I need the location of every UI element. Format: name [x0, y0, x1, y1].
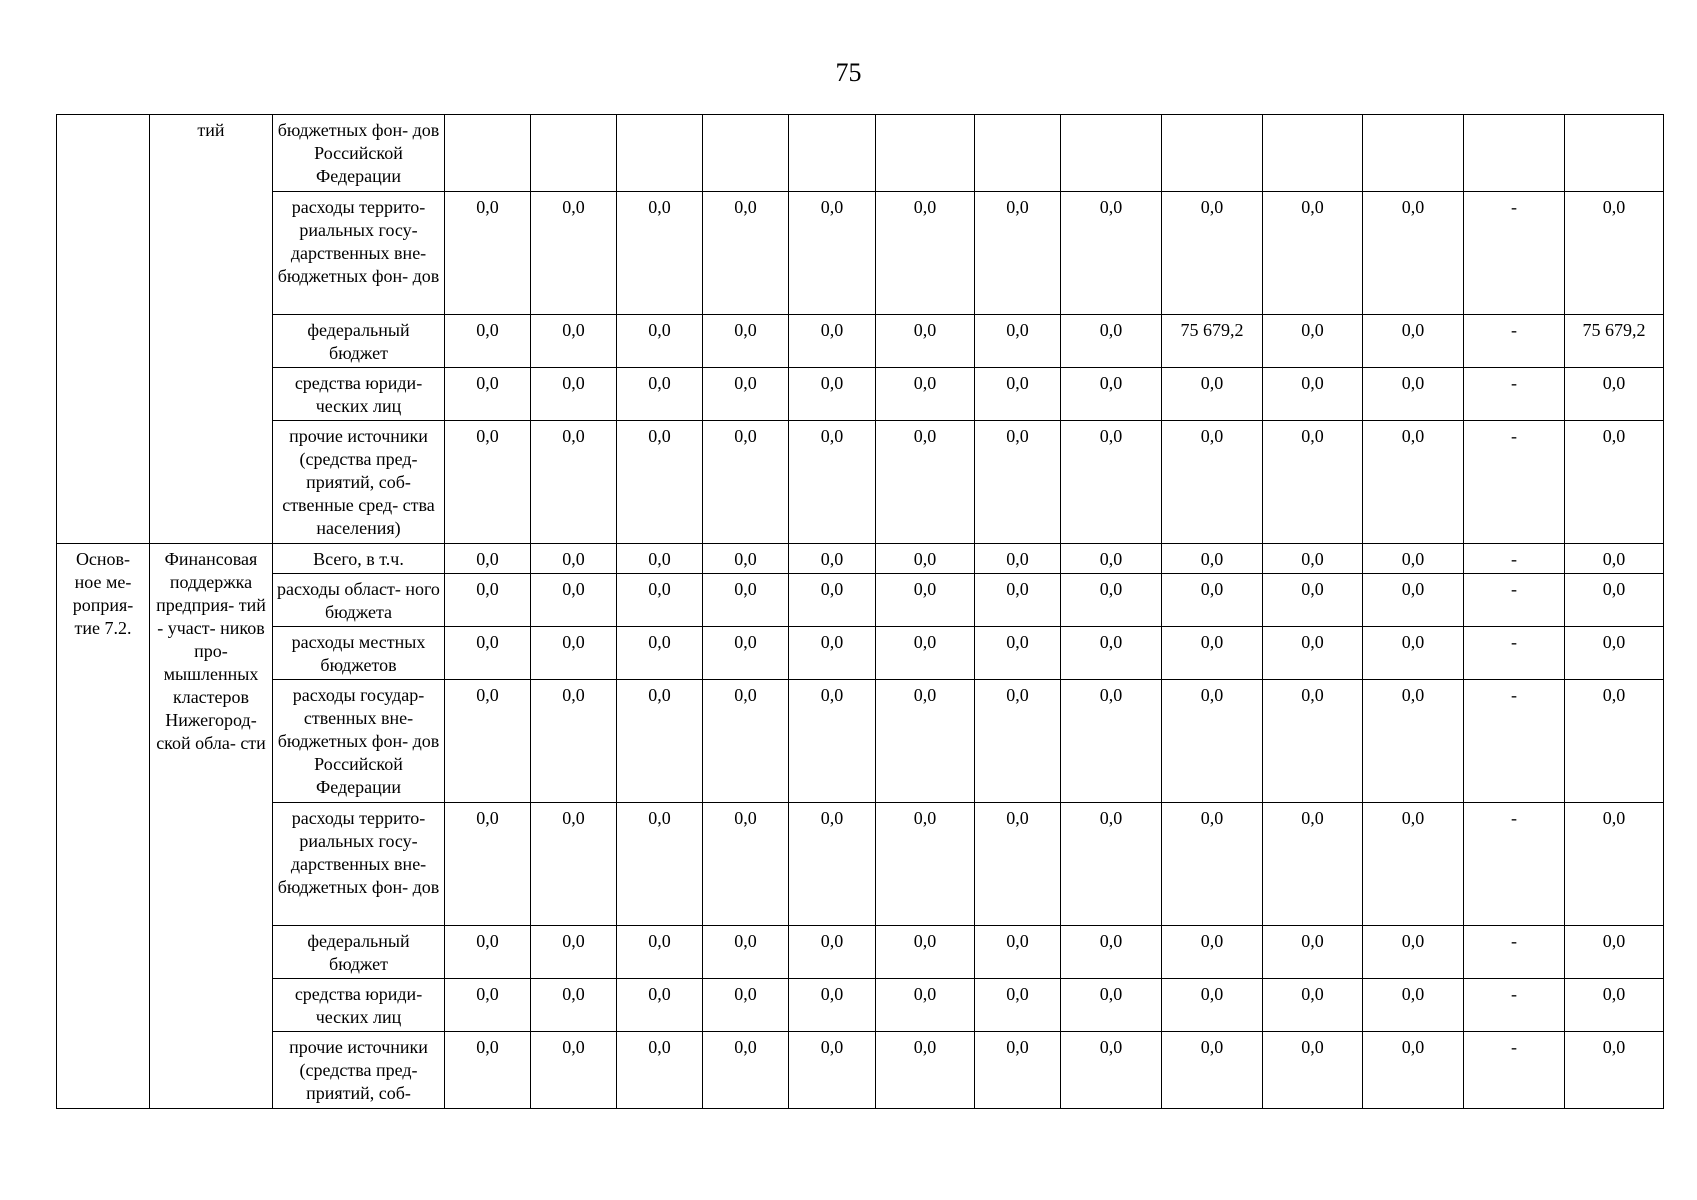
value-cell: 0,0	[1565, 803, 1664, 926]
value-cell: -	[1464, 421, 1565, 544]
value-cell: 0,0	[531, 544, 617, 574]
table-row	[57, 926, 1664, 979]
measure-code-cell	[57, 115, 150, 544]
value-cell: 0,0	[789, 315, 876, 368]
value-cell: 0,0	[617, 1032, 703, 1109]
value-cell: 75 679,2	[1162, 315, 1263, 368]
table-row	[57, 627, 1664, 680]
table-row	[57, 115, 1664, 192]
value-cell: 0,0	[617, 680, 703, 803]
value-cell: 0,0	[617, 574, 703, 627]
value-cell	[1263, 115, 1363, 192]
value-cell	[789, 115, 876, 192]
value-cell: 0,0	[1061, 803, 1162, 926]
value-cell: 0,0	[1061, 627, 1162, 680]
value-cell: 0,0	[1363, 926, 1464, 979]
value-cell: 0,0	[1363, 192, 1464, 315]
value-cell: 0,0	[445, 680, 531, 803]
value-cell: 0,0	[876, 315, 975, 368]
value-cell: 0,0	[617, 544, 703, 574]
value-cell: -	[1464, 1032, 1565, 1109]
page-number: 75	[835, 58, 862, 87]
value-cell: 0,0	[975, 627, 1061, 680]
value-cell: 0,0	[703, 544, 789, 574]
measure-code-cell: Основ- ное ме- роприя- тие 7.2.	[57, 544, 150, 1109]
value-cell: 0,0	[1162, 979, 1263, 1032]
value-cell: 0,0	[789, 192, 876, 315]
value-cell: -	[1464, 368, 1565, 421]
value-cell: 0,0	[531, 192, 617, 315]
value-cell: 0,0	[1162, 627, 1263, 680]
value-cell: 0,0	[617, 627, 703, 680]
value-cell	[445, 115, 531, 192]
value-cell: 0,0	[1363, 544, 1464, 574]
value-cell: 0,0	[531, 803, 617, 926]
value-cell: 0,0	[975, 315, 1061, 368]
value-cell: 0,0	[1263, 1032, 1363, 1109]
value-cell: 0,0	[445, 544, 531, 574]
value-cell: 0,0	[789, 544, 876, 574]
value-cell: 0,0	[1363, 1032, 1464, 1109]
value-cell: 0,0	[1162, 368, 1263, 421]
funding-source-cell: расходы местных бюджетов	[273, 627, 445, 680]
value-cell: 0,0	[1162, 574, 1263, 627]
value-cell: 0,0	[531, 926, 617, 979]
value-cell: 0,0	[531, 574, 617, 627]
value-cell: 0,0	[1565, 1032, 1664, 1109]
value-cell: 0,0	[617, 368, 703, 421]
value-cell: 0,0	[617, 192, 703, 315]
value-cell: 0,0	[789, 803, 876, 926]
value-cell: 0,0	[1263, 368, 1363, 421]
value-cell: 0,0	[531, 1032, 617, 1109]
value-cell: 0,0	[1363, 315, 1464, 368]
value-cell: 0,0	[703, 1032, 789, 1109]
value-cell: 0,0	[445, 979, 531, 1032]
value-cell: 0,0	[1363, 627, 1464, 680]
funding-source-cell: расходы террито- риальных госу- дарственных вне- бюджетных фон- дов	[273, 803, 445, 926]
value-cell: 0,0	[975, 574, 1061, 627]
value-cell: 0,0	[1263, 979, 1363, 1032]
value-cell: 0,0	[975, 1032, 1061, 1109]
measure-name-cell: Финансовая поддержка предприя- тий - участ- ников про- мышленных кластеров Нижегород- ской обла- сти	[150, 544, 273, 1109]
value-cell: 0,0	[789, 979, 876, 1032]
value-cell: 0,0	[703, 421, 789, 544]
value-cell: 0,0	[789, 627, 876, 680]
value-cell: 0,0	[1565, 368, 1664, 421]
value-cell: 0,0	[975, 192, 1061, 315]
value-cell: 0,0	[617, 421, 703, 544]
value-cell: 0,0	[617, 315, 703, 368]
value-cell: 0,0	[1061, 192, 1162, 315]
value-cell: 0,0	[703, 680, 789, 803]
value-cell: 0,0	[1263, 680, 1363, 803]
value-cell: 0,0	[975, 421, 1061, 544]
value-cell: 0,0	[1162, 803, 1263, 926]
table-row	[57, 680, 1664, 803]
table-row	[57, 803, 1664, 926]
value-cell: 0,0	[1162, 192, 1263, 315]
value-cell: 0,0	[876, 368, 975, 421]
value-cell: 0,0	[789, 574, 876, 627]
funding-source-cell: средства юриди- ческих лиц	[273, 979, 445, 1032]
value-cell: 0,0	[1565, 627, 1664, 680]
value-cell: 0,0	[975, 544, 1061, 574]
value-cell: -	[1464, 192, 1565, 315]
value-cell: 0,0	[1363, 979, 1464, 1032]
value-cell: 0,0	[1565, 926, 1664, 979]
table-body	[57, 115, 1664, 1109]
value-cell: 0,0	[1565, 574, 1664, 627]
value-cell: 0,0	[1263, 574, 1363, 627]
value-cell: 0,0	[1263, 315, 1363, 368]
value-cell: 0,0	[1263, 926, 1363, 979]
value-cell: 0,0	[445, 803, 531, 926]
value-cell: 0,0	[531, 315, 617, 368]
value-cell: 0,0	[703, 574, 789, 627]
value-cell: 0,0	[703, 368, 789, 421]
value-cell: 0,0	[876, 979, 975, 1032]
value-cell: 0,0	[703, 627, 789, 680]
value-cell: 0,0	[1363, 803, 1464, 926]
value-cell: 0,0	[531, 680, 617, 803]
value-cell: 0,0	[445, 1032, 531, 1109]
value-cell: 0,0	[1162, 544, 1263, 574]
value-cell: 0,0	[1565, 421, 1664, 544]
value-cell: 0,0	[445, 368, 531, 421]
value-cell: 0,0	[876, 192, 975, 315]
value-cell	[617, 115, 703, 192]
value-cell	[1061, 115, 1162, 192]
value-cell: 0,0	[1263, 627, 1363, 680]
value-cell: 0,0	[975, 803, 1061, 926]
value-cell: 0,0	[1061, 315, 1162, 368]
funding-source-cell: расходы государ- ственных вне- бюджетных фон- дов Российской Федерации	[273, 680, 445, 803]
value-cell: -	[1464, 680, 1565, 803]
value-cell: 0,0	[789, 421, 876, 544]
value-cell: -	[1464, 544, 1565, 574]
value-cell: 0,0	[531, 368, 617, 421]
value-cell: 0,0	[876, 680, 975, 803]
value-cell: 0,0	[1565, 544, 1664, 574]
value-cell: 0,0	[789, 680, 876, 803]
value-cell: 0,0	[445, 192, 531, 315]
funding-source-cell: бюджетных фон- дов Российской Федерации	[273, 115, 445, 192]
value-cell: 0,0	[1263, 192, 1363, 315]
table-row	[57, 574, 1664, 627]
table-row	[57, 544, 1664, 574]
table-row	[57, 192, 1664, 315]
value-cell: 0,0	[531, 627, 617, 680]
value-cell: 0,0	[789, 1032, 876, 1109]
value-cell: 0,0	[445, 315, 531, 368]
value-cell	[876, 115, 975, 192]
value-cell: 0,0	[531, 979, 617, 1032]
funding-source-cell: расходы област- ного бюджета	[273, 574, 445, 627]
value-cell: 0,0	[1061, 680, 1162, 803]
value-cell: 0,0	[617, 979, 703, 1032]
value-cell	[1363, 115, 1464, 192]
funding-source-cell: федеральный бюджет	[273, 926, 445, 979]
value-cell: 0,0	[445, 926, 531, 979]
value-cell: 0,0	[1363, 421, 1464, 544]
table-row	[57, 979, 1664, 1032]
funding-source-cell: федеральный бюджет	[273, 315, 445, 368]
value-cell: 0,0	[1263, 544, 1363, 574]
value-cell: 0,0	[876, 627, 975, 680]
funding-source-cell: расходы террито- риальных госу- дарственных вне- бюджетных фон- дов	[273, 192, 445, 315]
table-row	[57, 368, 1664, 421]
value-cell: -	[1464, 574, 1565, 627]
value-cell: 0,0	[1363, 574, 1464, 627]
value-cell: 0,0	[1363, 680, 1464, 803]
value-cell: 0,0	[617, 803, 703, 926]
value-cell: 0,0	[1162, 926, 1263, 979]
value-cell: 0,0	[1061, 421, 1162, 544]
value-cell: 0,0	[789, 368, 876, 421]
table-row	[57, 1032, 1664, 1109]
value-cell	[1162, 115, 1263, 192]
value-cell: 0,0	[703, 192, 789, 315]
value-cell: 0,0	[1263, 421, 1363, 544]
value-cell: 0,0	[703, 979, 789, 1032]
value-cell: 0,0	[1363, 368, 1464, 421]
funding-source-cell: средства юриди- ческих лиц	[273, 368, 445, 421]
value-cell: 0,0	[1162, 421, 1263, 544]
value-cell: 0,0	[975, 368, 1061, 421]
funding-source-cell: прочие источники (средства пред- приятий, соб-	[273, 1032, 445, 1109]
measure-name-cell: тий	[150, 115, 273, 544]
value-cell: 0,0	[531, 421, 617, 544]
value-cell: -	[1464, 926, 1565, 979]
table-row	[57, 421, 1664, 544]
value-cell: 0,0	[876, 803, 975, 926]
funding-source-cell: Всего, в т.ч.	[273, 544, 445, 574]
value-cell: 0,0	[975, 926, 1061, 979]
value-cell: 0,0	[876, 574, 975, 627]
budget-table	[56, 114, 1664, 1109]
value-cell: 0,0	[1061, 1032, 1162, 1109]
funding-source-cell: прочие источники (средства пред- приятий, соб- ственные сред- ства населения)	[273, 421, 445, 544]
value-cell	[1464, 115, 1565, 192]
value-cell	[703, 115, 789, 192]
value-cell: 0,0	[617, 926, 703, 979]
value-cell	[1565, 115, 1664, 192]
value-cell: 0,0	[445, 574, 531, 627]
value-cell	[531, 115, 617, 192]
value-cell: 0,0	[1061, 544, 1162, 574]
value-cell: 0,0	[1162, 680, 1263, 803]
value-cell: 0,0	[876, 544, 975, 574]
value-cell: 0,0	[1565, 192, 1664, 315]
value-cell: 0,0	[876, 421, 975, 544]
value-cell: 0,0	[789, 926, 876, 979]
value-cell: 0,0	[1061, 979, 1162, 1032]
value-cell: 0,0	[1565, 680, 1664, 803]
value-cell: -	[1464, 803, 1565, 926]
value-cell: 0,0	[1061, 574, 1162, 627]
table-row	[57, 315, 1664, 368]
value-cell: 0,0	[1162, 1032, 1263, 1109]
value-cell: 0,0	[1565, 979, 1664, 1032]
value-cell: -	[1464, 627, 1565, 680]
value-cell: 0,0	[703, 926, 789, 979]
value-cell: 0,0	[1061, 926, 1162, 979]
value-cell: 0,0	[876, 1032, 975, 1109]
value-cell: 0,0	[1061, 368, 1162, 421]
value-cell: 0,0	[876, 926, 975, 979]
value-cell: -	[1464, 979, 1565, 1032]
value-cell: 0,0	[975, 680, 1061, 803]
value-cell: 0,0	[445, 627, 531, 680]
value-cell: 0,0	[703, 803, 789, 926]
value-cell: 0,0	[975, 979, 1061, 1032]
value-cell: 0,0	[445, 421, 531, 544]
value-cell: 75 679,2	[1565, 315, 1664, 368]
value-cell	[975, 115, 1061, 192]
value-cell: -	[1464, 315, 1565, 368]
value-cell: 0,0	[1263, 803, 1363, 926]
value-cell: 0,0	[703, 315, 789, 368]
